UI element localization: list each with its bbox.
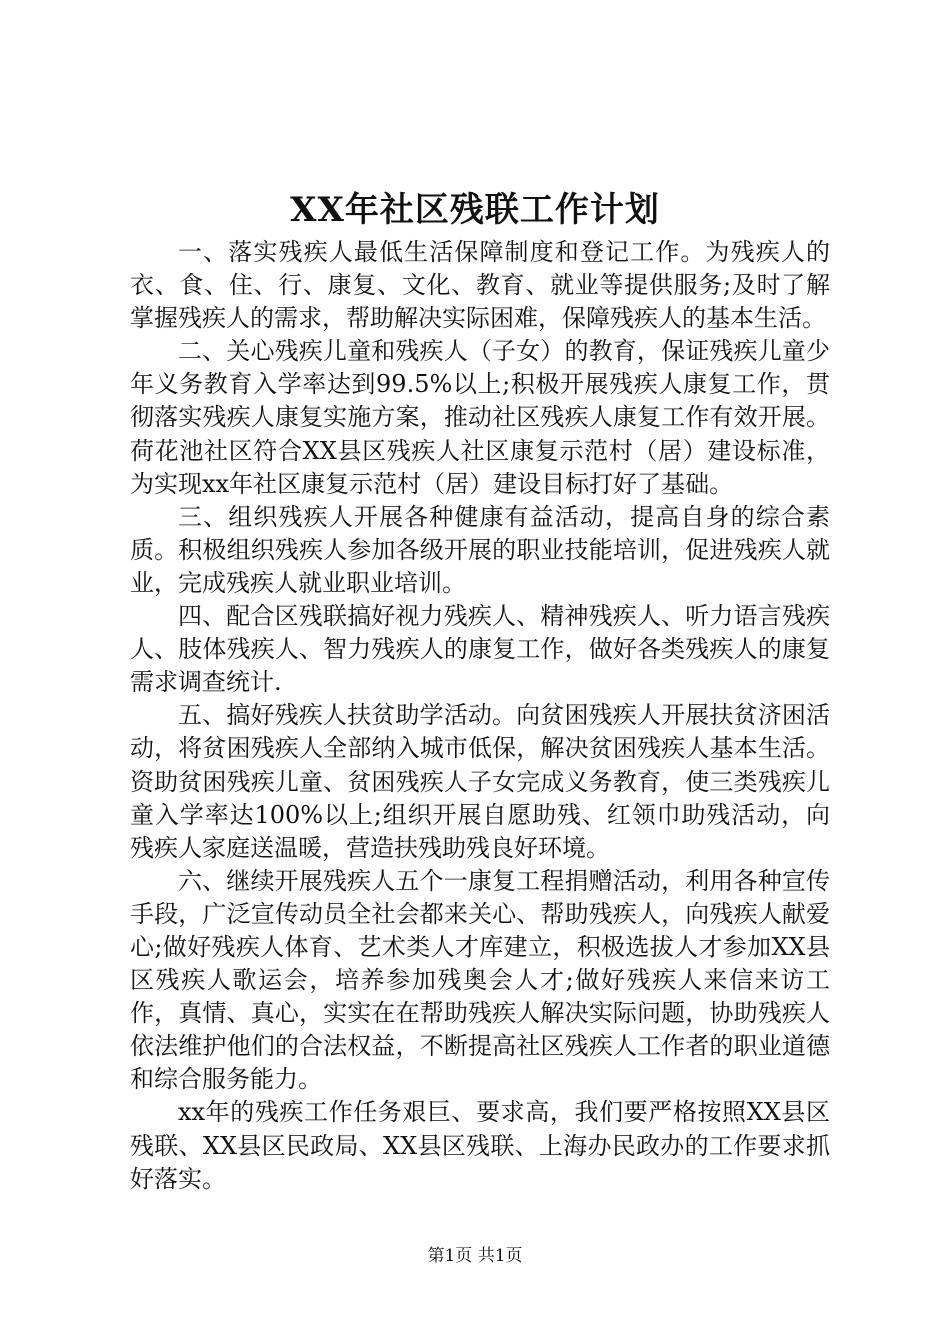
paragraph-4: 四、配合区残联搞好视力残疾人、精神残疾人、听力语言残疾人、肢体残疾人、智力残疾人的康复工作，做好各类残疾人的康复需求调查统计.	[130, 602, 830, 697]
page-footer: 第1页 共1页	[427, 1246, 523, 1266]
document-body	[130, 236, 830, 1196]
document-title: XX年社区残联工作计划	[290, 190, 660, 230]
paragraph-5: 五、搞好残疾人扶贫助学活动。向贫困残疾人开展扶贫济困活动，将贫困残疾人全部纳入城市低保，解决贫困残疾人基本生活。资助贫困残疾儿童、贫困残疾人子女完成义务教育，使三类残疾儿童入学率达100%以上;组织开展自愿助残、红领巾助残活动，向残疾人家庭送温暖，营造扶残助残良好环境。	[130, 701, 830, 862]
paragraph-1: 一、落实残疾人最低生活保障制度和登记工作。为残疾人的衣、食、住、行、康复、文化、教育、就业等提供服务;及时了解掌握残疾人的需求，帮助解决实际困难，保障残疾人的基本生活。	[130, 238, 830, 333]
paragraph-7: xx年的残疾工作任务艰巨、要求高，我们要严格按照XX县区残联、XX县区民政局、XX县区残联、上海办民政办的工作要求抓好落实。	[130, 1098, 830, 1193]
paragraph-3: 三、组织残疾人开展各种健康有益活动，提高自身的综合素质。积极组织残疾人参加各级开展的职业技能培训，促进残疾人就业，完成残疾人就业职业培训。	[130, 502, 830, 597]
paragraph-2: 二、关心残疾儿童和残疾人（子女）的教育，保证残疾儿童少年义务教育入学率达到99.5%以上;积极开展残疾人康复工作，贯彻落实残疾人康复实施方案，推动社区残疾人康复工作有效开展。荷花池社区符合XX县区残疾人社区康复示范村（居）建设标准，为实现xx年社区康复示范村（居）建设目标打好了基础。	[130, 337, 830, 498]
paragraph-6: 六、继续开展残疾人五个一康复工程捐赠活动，利用各种宣传手段，广泛宣传动员全社会都来关心、帮助残疾人，向残疾人献爱心;做好残疾人体育、艺术类人才库建立，积极选拔人才参加XX县区残疾人歌运会，培养参加残奥会人才;做好残疾人来信来访工作，真情、真心，实实在在帮助残疾人解决实际问题，协助残疾人依法维护他们的合法权益，不断提高社区残疾人工作者的职业道德和综合服务能力。	[130, 866, 830, 1094]
